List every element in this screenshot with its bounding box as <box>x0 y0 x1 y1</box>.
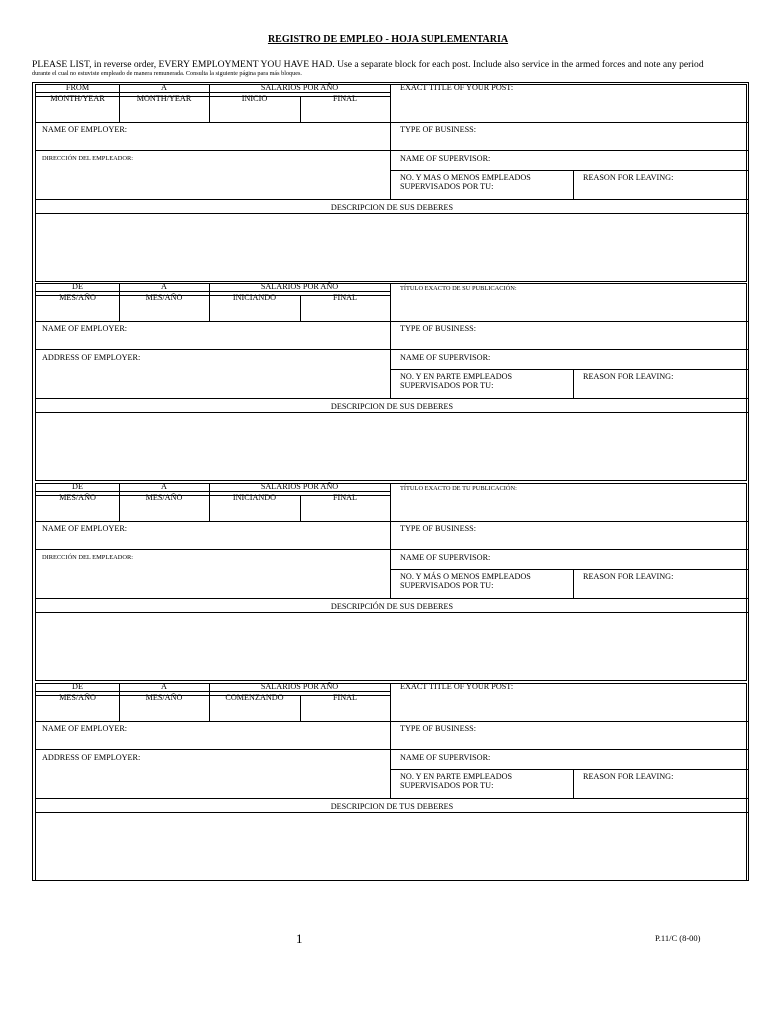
final-salary-input[interactable] <box>301 696 390 721</box>
supervisor-input[interactable] <box>391 762 747 769</box>
from-label: FROM <box>65 83 90 92</box>
post-title-input[interactable] <box>391 296 747 321</box>
employer-address-label: ADDRESS OF EMPLOYER: <box>42 353 141 362</box>
form-title: REGISTRO DE EMPLEO - HOJA SUPLEMENTARIA <box>267 34 509 45</box>
employer-name-label: NAME OF EMPLOYER: <box>42 724 128 733</box>
employees-supervised-input[interactable] <box>391 570 573 598</box>
rule-line <box>36 398 748 399</box>
employer-address-input[interactable] <box>36 762 390 798</box>
rule-line <box>36 521 748 522</box>
final-salary-input[interactable] <box>301 496 390 521</box>
to-month-year-label: MES/AÑO <box>145 693 183 702</box>
business-type-label: TYPE OF BUSINESS: <box>400 125 476 134</box>
start-salary-input[interactable] <box>210 296 300 321</box>
post-title-label: EXACT TITLE OF YOUR POST: <box>400 83 514 92</box>
to-month-year-label: MONTH/YEAR <box>136 94 192 103</box>
from-label: DE <box>72 482 83 491</box>
employment-block <box>35 84 747 282</box>
employer-name-input[interactable] <box>36 334 390 349</box>
from-month-year-label: MES/AÑO <box>59 493 96 502</box>
final-salary-input[interactable] <box>301 97 390 122</box>
start-salary-label: INICIANDO <box>232 493 277 502</box>
duties-header: DESCRIPCION DE SUS DEBERES <box>330 402 454 411</box>
rule-line <box>36 798 748 799</box>
post-title-label: TÍTULO EXACTO DE TU PUBLICACIÓN: <box>400 485 517 492</box>
employees-supervised-label: NO. Y EN PARTE EMPLEADOS SUPERVISADOS POR TU: <box>400 372 513 390</box>
business-type-label: TYPE OF BUSINESS: <box>400 524 476 533</box>
from-month-year-label: MES/AÑO <box>59 293 96 302</box>
post-title-label: EXACT TITLE OF YOUR POST: <box>400 682 514 691</box>
duties-textarea[interactable] <box>36 413 746 480</box>
start-salary-input[interactable] <box>210 696 300 721</box>
business-type-label: TYPE OF BUSINESS: <box>400 324 476 333</box>
supervisor-input[interactable] <box>391 163 747 170</box>
employer-address-label: DIRECCIÓN DEL EMPLEADOR: <box>42 155 134 162</box>
to-date-input[interactable] <box>120 696 209 721</box>
employment-block <box>35 683 747 881</box>
employer-address-input[interactable] <box>36 163 390 199</box>
rule-line <box>36 691 390 692</box>
to-month-year-label: MES/AÑO <box>145 493 183 502</box>
post-title-input[interactable] <box>391 696 747 721</box>
employees-supervised-input[interactable] <box>391 171 573 199</box>
duties-header: DESCRIPCIÓN DE SUS DEBERES <box>330 602 454 611</box>
reason-for-leaving-input[interactable] <box>574 782 747 798</box>
from-date-input[interactable] <box>36 296 119 321</box>
duties-header: DESCRIPCION DE SUS DEBERES <box>330 203 454 212</box>
to-date-input[interactable] <box>120 496 209 521</box>
supervisor-label: NAME OF SUPERVISOR: <box>400 753 491 762</box>
to-label: A <box>161 282 167 291</box>
rule-line <box>36 321 748 322</box>
reason-for-leaving-input[interactable] <box>574 582 747 598</box>
rule-line <box>36 349 748 350</box>
employer-address-label: ADDRESS OF EMPLOYER: <box>42 753 141 762</box>
from-label: DE <box>72 682 83 691</box>
employer-address-input[interactable] <box>36 562 390 598</box>
business-type-input[interactable] <box>391 534 747 549</box>
final-salary-input[interactable] <box>301 296 390 321</box>
business-type-label: TYPE OF BUSINESS: <box>400 724 476 733</box>
start-salary-input[interactable] <box>210 97 300 122</box>
final-salary-label: FINAL <box>332 94 358 103</box>
post-title-input[interactable] <box>391 496 747 521</box>
employment-block <box>35 483 747 681</box>
to-month-year-label: MES/AÑO <box>145 293 183 302</box>
reason-for-leaving-label: REASON FOR LEAVING: <box>583 372 674 381</box>
business-type-input[interactable] <box>391 734 747 749</box>
start-salary-label: COMENZANDO <box>225 693 284 702</box>
start-salary-input[interactable] <box>210 496 300 521</box>
employer-name-label: NAME OF EMPLOYER: <box>42 524 128 533</box>
final-salary-label: FINAL <box>332 293 358 302</box>
reason-for-leaving-label: REASON FOR LEAVING: <box>583 572 674 581</box>
duties-textarea[interactable] <box>36 813 746 880</box>
rule-line <box>36 150 748 151</box>
rule-line <box>36 199 748 200</box>
salaries-label: SALARIOS POR AÑO <box>260 282 339 291</box>
employer-address-input[interactable] <box>36 362 390 398</box>
employer-name-input[interactable] <box>36 534 390 549</box>
supervisor-label: NAME OF SUPERVISOR: <box>400 353 491 362</box>
rule-line <box>36 122 748 123</box>
instruction-subtext: durante el cual no estuviste empleado de manera remunerada. Consulta la siguiente página para más bloques. <box>32 70 302 77</box>
rule-line <box>36 549 748 550</box>
rule-line <box>36 721 748 722</box>
rule-line <box>36 749 748 750</box>
business-type-input[interactable] <box>391 135 747 150</box>
from-date-input[interactable] <box>36 696 119 721</box>
supervisor-label: NAME OF SUPERVISOR: <box>400 154 491 163</box>
salaries-label: SALARIOS POR AÑO <box>260 482 339 491</box>
employment-block <box>35 283 747 481</box>
start-salary-label: INICIO <box>241 94 268 103</box>
rule-line <box>36 92 390 93</box>
instruction-text: PLEASE LIST, in reverse order, EVERY EMPLOYMENT YOU HAVE HAD. Use a separate block for each post. Include also service in the armed forces and note any period <box>32 59 704 70</box>
to-date-input[interactable] <box>120 97 209 122</box>
duties-textarea[interactable] <box>36 613 746 680</box>
supervisor-input[interactable] <box>391 562 747 569</box>
rule-line <box>36 598 748 599</box>
supervisor-input[interactable] <box>391 362 747 369</box>
final-salary-label: FINAL <box>332 693 358 702</box>
employees-supervised-label: NO. Y MAS O MENOS EMPLEADOS SUPERVISADOS POR TU: <box>400 173 531 191</box>
employer-name-label: NAME OF EMPLOYER: <box>42 125 128 134</box>
salaries-label: SALARIOS POR AÑO <box>260 83 339 92</box>
post-title-label: TÍTULO EXACTO DE SU PUBLICACIÓN: <box>400 285 517 292</box>
reason-for-leaving-label: REASON FOR LEAVING: <box>583 173 674 182</box>
post-title-input[interactable] <box>391 97 747 122</box>
start-salary-label: INICIANDO <box>232 293 277 302</box>
reason-for-leaving-label: REASON FOR LEAVING: <box>583 772 674 781</box>
salaries-label: SALARIOS POR AÑO <box>260 682 339 691</box>
rule-line <box>36 491 390 492</box>
employees-supervised-input[interactable] <box>391 370 573 398</box>
from-month-year-label: MES/AÑO <box>59 693 96 702</box>
duties-textarea[interactable] <box>36 214 746 281</box>
employer-address-label: DIRECCIÓN DEL EMPLEADOR: <box>42 554 134 561</box>
employees-supervised-label: NO. Y EN PARTE EMPLEADOS SUPERVISADOS POR TU: <box>400 772 513 790</box>
reason-for-leaving-input[interactable] <box>574 382 747 398</box>
page-number: 1 <box>296 931 303 946</box>
employees-supervised-label: NO. Y MÁS O MENOS EMPLEADOS SUPERVISADOS POR TU: <box>400 572 531 590</box>
to-label: A <box>161 482 167 491</box>
rule-line <box>36 291 390 292</box>
employer-name-input[interactable] <box>36 734 390 749</box>
duties-header: DESCRIPCION DE TUS DEBERES <box>330 802 454 811</box>
form-number: P.11/C (8-00) <box>655 933 701 943</box>
reason-for-leaving-input[interactable] <box>574 183 747 199</box>
business-type-input[interactable] <box>391 334 747 349</box>
to-label: A <box>161 682 167 691</box>
employer-name-input[interactable] <box>36 135 390 150</box>
final-salary-label: FINAL <box>332 493 358 502</box>
to-label: A <box>161 83 167 92</box>
from-date-input[interactable] <box>36 97 119 122</box>
from-date-input[interactable] <box>36 496 119 521</box>
supervisor-label: NAME OF SUPERVISOR: <box>400 553 491 562</box>
from-month-year-label: MONTH/YEAR <box>50 94 105 103</box>
to-date-input[interactable] <box>120 296 209 321</box>
from-label: DE <box>72 282 83 291</box>
employees-supervised-input[interactable] <box>391 770 573 798</box>
employer-name-label: NAME OF EMPLOYER: <box>42 324 128 333</box>
